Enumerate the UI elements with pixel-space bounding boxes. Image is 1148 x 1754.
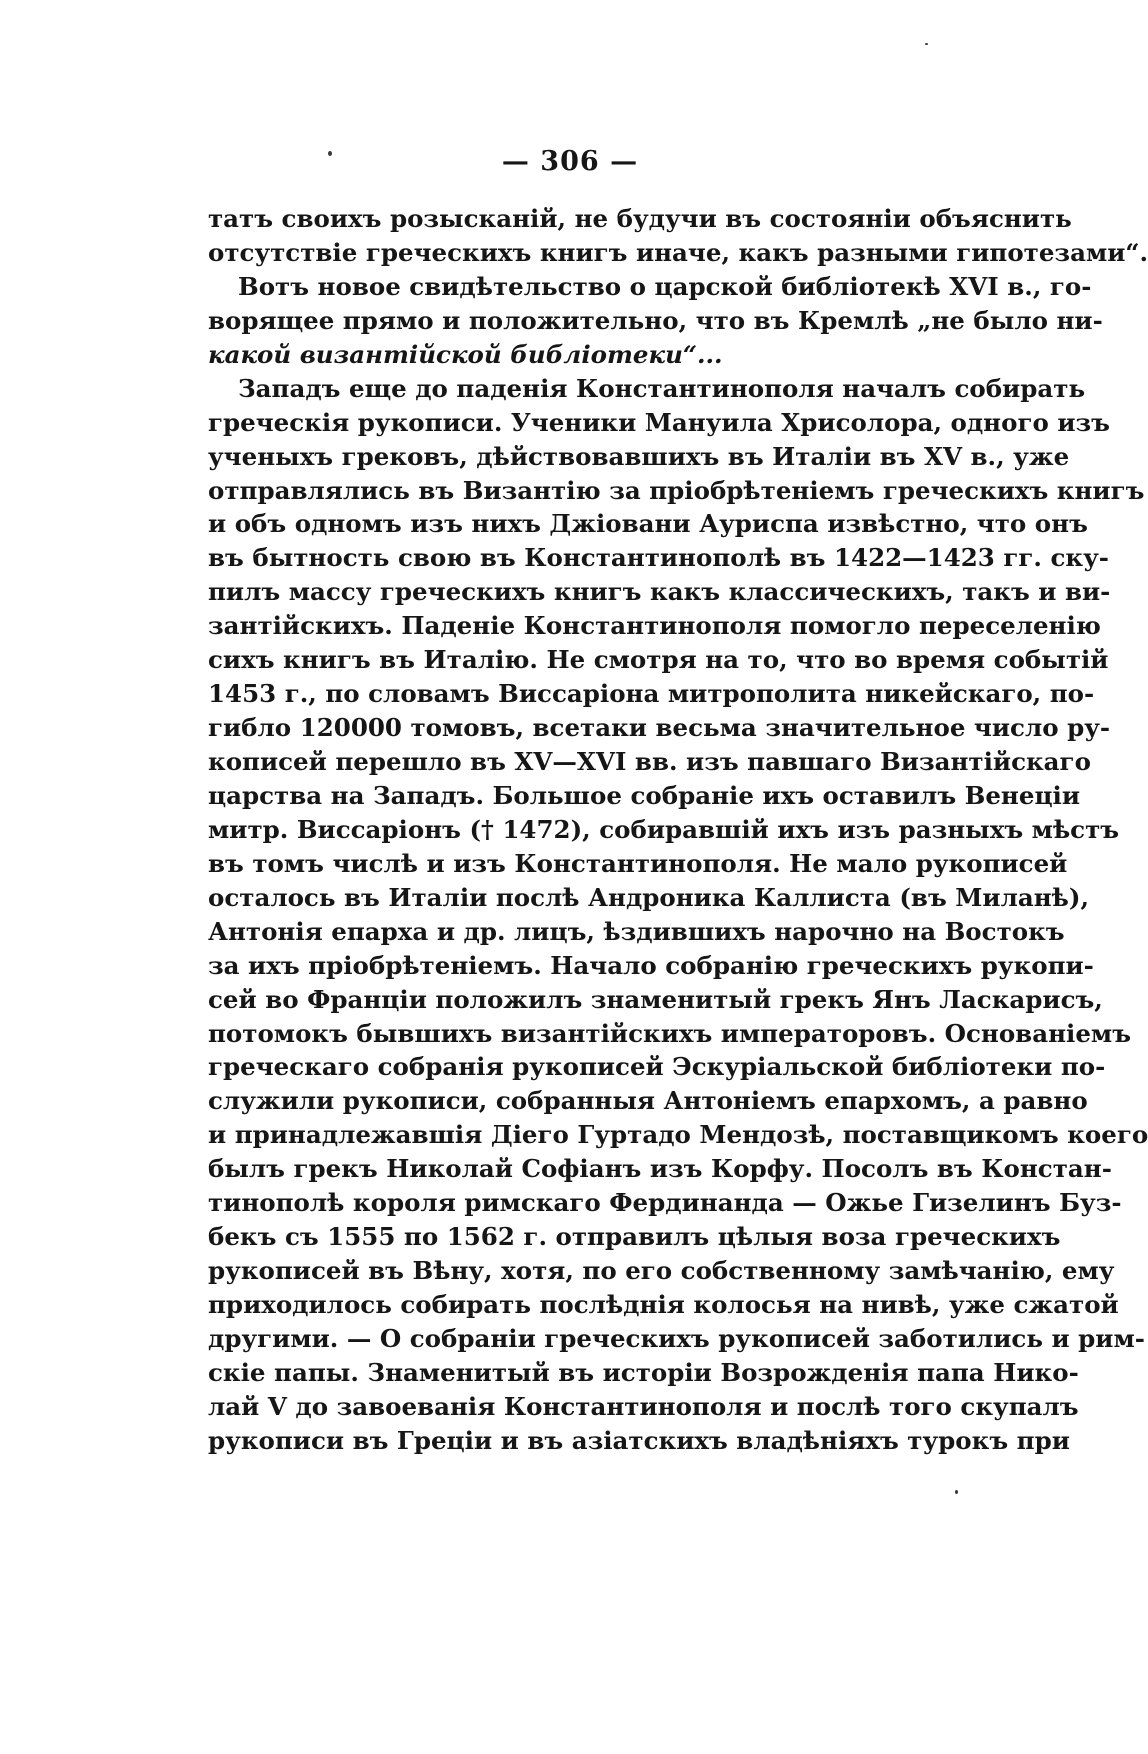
text-line: тинополѣ короля римскаго Фердинанда — Ожье Гизелинъ Буз- [208, 1188, 1122, 1218]
text-line: осталось въ Италіи послѣ Андроника Каллиста (въ Миланѣ), [208, 882, 1089, 912]
text-line: Антонія епарха и др. лицъ, ѣздившихъ нарочно на Востокъ [208, 916, 1065, 946]
paragraph-start-line: Вотъ новое свидѣтельство о царской библіотекѣ XVI в., го- [238, 271, 1092, 301]
text-line: въ бытность свою въ Константинополѣ въ 1422—1423 гг. ску- [208, 543, 1109, 573]
text-line: отправлялись въ Византію за пріобрѣтеніемъ греческихъ книгъ [208, 475, 1145, 505]
text-line: потомокъ бывшихъ византійскихъ императоровъ. Основаніемъ [208, 1018, 1131, 1048]
text-line: ворящее прямо и положительно, что въ Кремлѣ „не было ни- [208, 305, 1103, 335]
text-line: другими. — О собраніи греческихъ рукописей заботились и рим- [208, 1323, 1145, 1353]
text-line: служили рукописи, собранныя Антоніемъ епархомъ, а равно [208, 1086, 1088, 1116]
text-line: за ихъ пріобрѣтеніемъ. Начало собранію греческихъ рукопи- [208, 950, 1094, 980]
text-line: митр. Виссаріонъ († 1472), собиравшій ихъ изъ разныхъ мѣстъ [208, 814, 1120, 844]
text-line: 1453 г., по словамъ Виссаріона митрополита никейскаго, по- [208, 679, 1095, 709]
text-line: рукописей въ Вѣну, хотя, по его собственному замѣчанію, ему [208, 1256, 1115, 1286]
text-line: бекъ съ 1555 по 1562 г. отправилъ цѣлыя воза греческихъ [208, 1222, 1061, 1252]
body-text [208, 202, 1148, 1458]
text-line: царства на Западъ. Большое собраніе ихъ оставилъ Венеціи [208, 780, 1081, 810]
text-line: скіе папы. Знаменитый въ исторіи Возрожденія папа Нико- [208, 1357, 1079, 1387]
text-line: ученыхъ грековъ, дѣйствовавшихъ въ Италіи въ XV в., уже [208, 441, 1070, 471]
text-line: какой византійской библіотеки“... [208, 339, 723, 369]
text-line: пилъ массу греческихъ книгъ какъ классическихъ, такъ и ви- [208, 577, 1111, 607]
text-line: былъ грекъ Николай Софіанъ изъ Корфу. Посолъ въ Констан- [208, 1154, 1112, 1184]
print-speck [925, 43, 928, 45]
text-line: въ томъ числѣ и изъ Константинополя. Не мало рукописей [208, 848, 1068, 878]
text-line: греческаго собранія рукописей Эскуріальской библіотеки по- [208, 1052, 1106, 1082]
text-line: отсутствіе греческихъ книгъ иначе, какъ разными гипотезами“. [208, 237, 1148, 267]
text-line: сихъ книгъ въ Италію. Не смотря на то, что во время событій [208, 645, 1109, 675]
text-line: и принадлежавшія Діего Гуртадо Мендозѣ, поставщикомъ коего [208, 1120, 1148, 1150]
text-line: греческія рукописи. Ученики Мануила Хрисолора, одного изъ [208, 407, 1110, 437]
text-line: лай V до завоеванія Константинополя и послѣ того скупалъ [208, 1391, 1079, 1421]
paragraph-start-line: Западъ еще до паденія Константинополя началъ собирать [238, 373, 1086, 403]
text-line: гибло 120000 томовъ, всетаки весьма значительное число ру- [208, 713, 1111, 743]
text-line: зантійскихъ. Паденіе Константинополя помогло переселенію [208, 611, 1101, 641]
text-line: и объ одномъ изъ нихъ Джіовани Ауриспа извѣстно, что онъ [208, 509, 1088, 539]
text-line: татъ своихъ розысканій, не будучи въ состояніи объяснить [208, 204, 1072, 233]
print-speck [955, 1490, 958, 1494]
text-line: сей во Франціи положилъ знаменитый грекъ Янъ Ласкарисъ, [208, 984, 1103, 1014]
text-line: кописей перешло въ XV—XVI вв. изъ павшаго Византійскаго [208, 747, 1091, 776]
text-line: рукописи въ Греціи и въ азіатскихъ владѣніяхъ турокъ при [208, 1425, 1070, 1455]
page-number: — 306 — [501, 146, 639, 177]
text-line: приходилось собирать послѣднія колосья на нивѣ, уже сжатой [208, 1290, 1119, 1319]
